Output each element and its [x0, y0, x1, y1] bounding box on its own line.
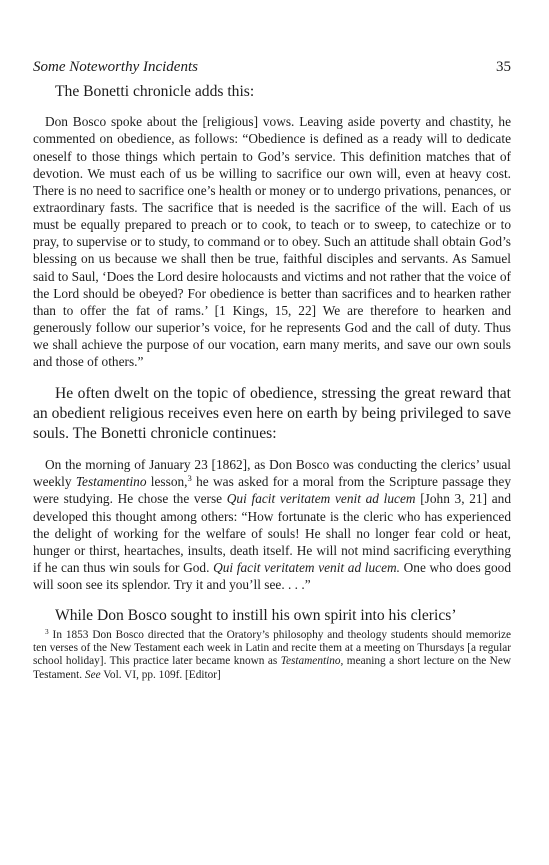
- quote-text: On the morning of January 23 [1862], as Don Bosco was conducting the clerics’ usual weekly: [33, 457, 511, 490]
- footnote-number: 3: [45, 626, 49, 636]
- quotation-obedience: Don Bosco spoke about the [religious] vows. Leaving aside poverty and chastity, he commented on obedience, as follows: “Obedience is defined as a ready will to dedicate oneself to those things which pertain to God’s service. This definition matches that of devotion. We must each of us be willing to sacrifice our own will, even at heavy cost. There is no need to sacrifice one’s health or money or to undergo privations, penances, or extraordinary fasts. The sacrifice that is needed is the sacrifice of the will. Each of us must be equally prepared to preach or to cook, to teach or to sweep, to catechize or to pray, to supervise or to study, to command or to obey. Such an attitude shall obtain God’s blessing on us because we shall then be true, faithful disciples and servants. As Samuel said to Saul, ‘Does the Lord desire holocausts and victims and not rather that the voice of the Lord should be obeyed? For obedience is better than sacrifices and to hearken rather than to offer the fat of rams.’ [1 Kings, 15, 22] We are therefore to hearken and generously follow our superior’s voice, for he represents God and the call of duty. Thus we shall achieve the purpose of our vocation, earn many merits, and save our own souls and those of others.”: [33, 114, 511, 370]
- footnote-text: Vol. VI, pp. 109f. [Editor]: [100, 668, 221, 681]
- see-reference: See: [84, 668, 101, 681]
- footnote-text: In 1853 Don Bosco directed that the Oratory’s philosophy and theology students should memorize ten verses of the New Testament each week in Latin and recite them at a meeting on Thursdays [a regular school holiday]. This practice later became known as: [33, 628, 511, 668]
- footnote-reference: 3: [187, 473, 192, 484]
- paragraph-continuation: While Don Bosco sought to instill his own spirit into his clerics’: [55, 607, 457, 625]
- quote-text: [John 3, 21] and developed this thought among others: “How fortunate is the cleric who has experienced the delight of working for the welfare of souls! He shall no longer fear cold or heat, hunger or thirst, heartaches, insults, death itself. He will not mind sacrificing everything if he can thus win souls for God.: [33, 491, 511, 576]
- latin-verse: Qui facit veritatem venit ad lucem.: [213, 560, 400, 576]
- book-page: [33, 58, 511, 682]
- quote-text: lesson,: [146, 474, 188, 490]
- quotation-testamentino: [33, 456, 511, 593]
- quote-text: he was asked for a moral from the Scripture passage they were studying. He chose the verse: [33, 474, 512, 507]
- intro-paragraph: The Bonetti chronicle adds this:: [55, 83, 255, 100]
- paragraph-obedience-reward: He often dwelt on the topic of obedience, stressing the great reward that an obedient religious receives even here on earth by being privileged to save souls. The Bonetti chronicle continues:: [33, 384, 511, 442]
- italic-term: Testamentino: [75, 474, 147, 490]
- footnote: [33, 626, 512, 682]
- page-number: 35: [496, 59, 511, 75]
- latin-verse: Qui facit veritatem venit ad lucem: [226, 491, 416, 507]
- chapter-title: Some Noteworthy Incidents: [33, 59, 198, 75]
- running-head: [33, 58, 511, 76]
- quote-text: One who does good will soon see its splendor. Try it and you’ll see. . . .”: [33, 560, 511, 593]
- italic-term: Testamentino,: [280, 655, 344, 668]
- footnote-text: meaning a short lecture on the New Testament.: [33, 655, 512, 681]
